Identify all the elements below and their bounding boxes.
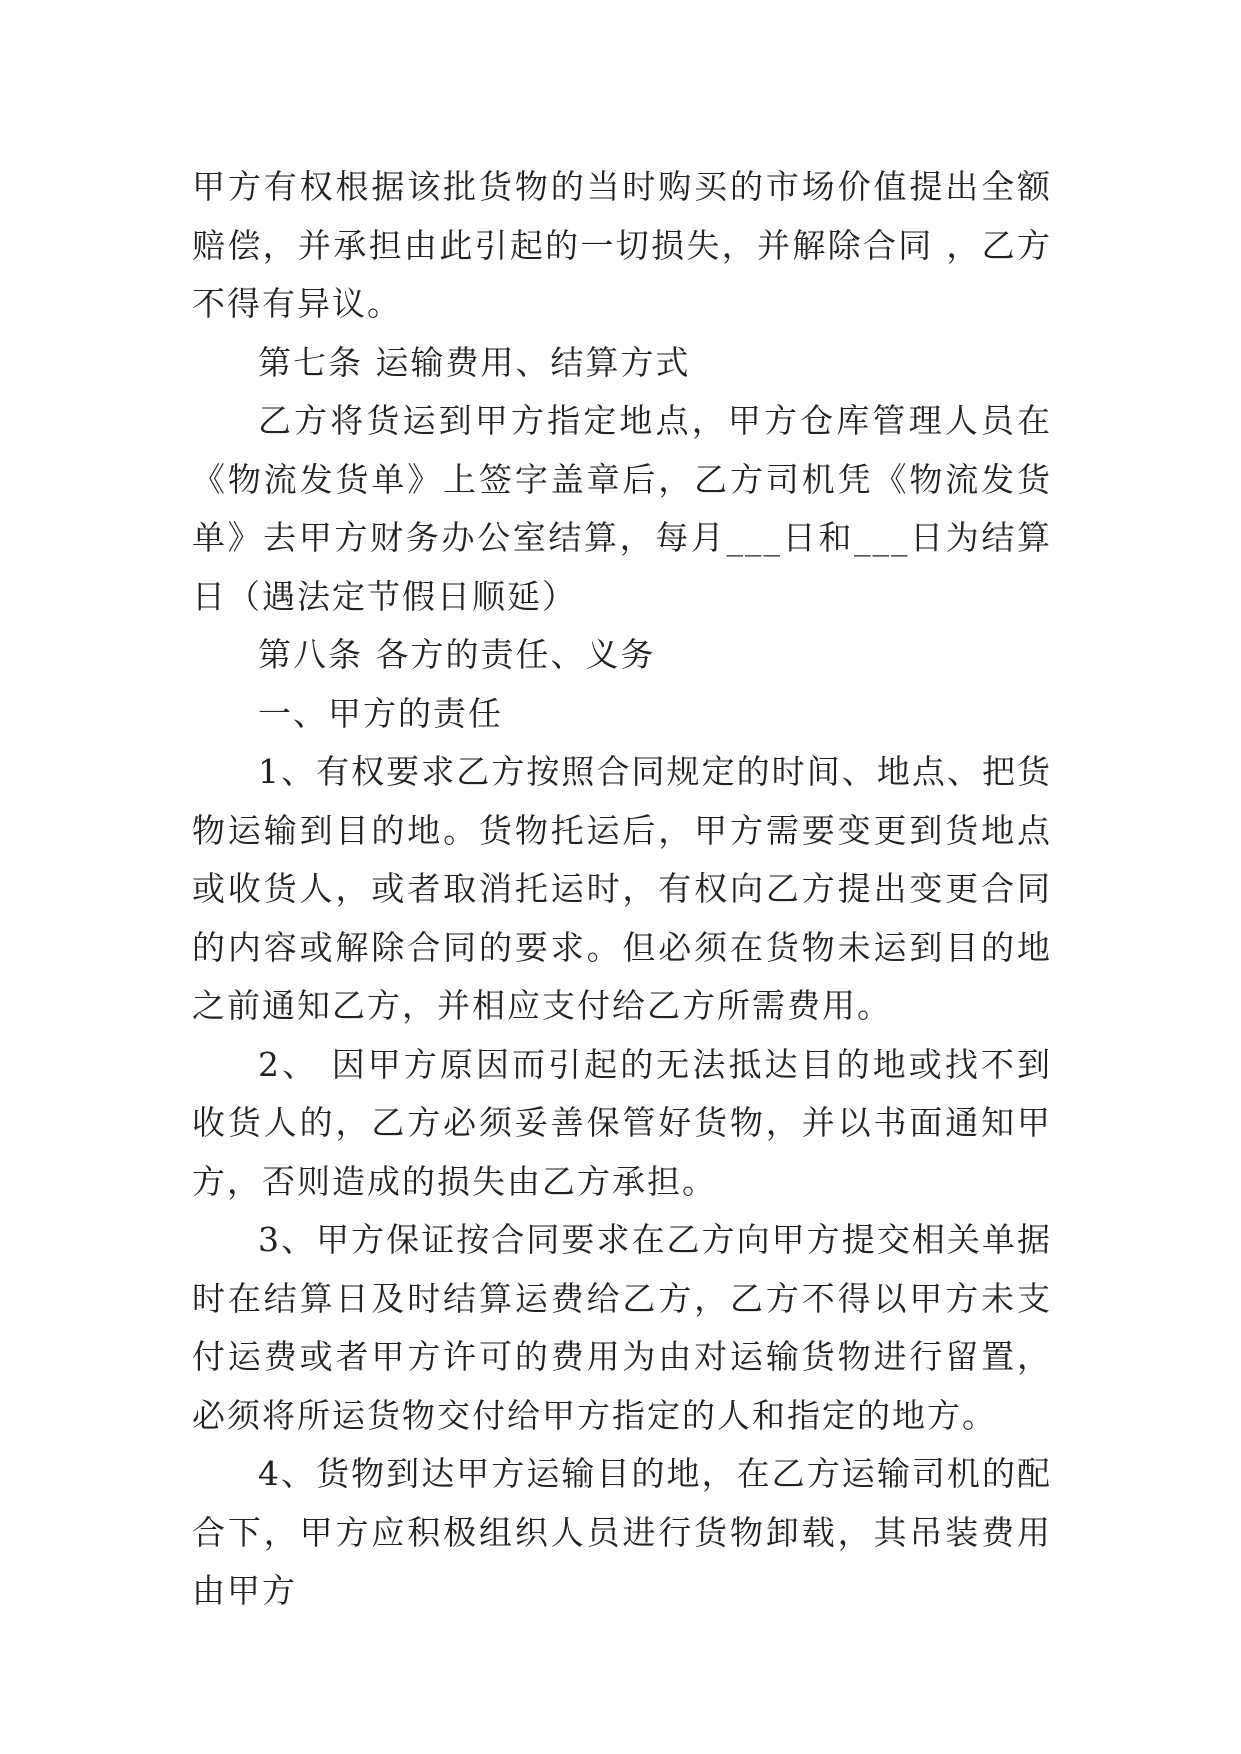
paragraph-clause-3: 3、甲方保证按合同要求在乙方向甲方提交相关单据时在结算日及时结算运费给乙方，乙方不得以甲方未支付运费或者甲方许可的费用为由对运输货物进行留置，必须将所运货物交付给甲方指定的人和指定的地方。 <box>192 1220 1052 1435</box>
paragraph-clause-1: 1、有权要求乙方按照合同规定的时间、地点、把货物运输到目的地。货物托运后，甲方需要变更到货地点或收货人，或者取消托运时，有权向乙方提出变更合同 的内容或解除合同的要求。但必须在货物未运到目的地之前通知乙方，并相应支付给乙方所需费用。 <box>192 752 1052 1025</box>
heading-party-a-responsibility: 一、甲方的责任 <box>258 693 503 733</box>
paragraph-compensation-continuation: 甲方有权根据该批货物的当时购买的市场价值提出全额赔偿，并承担由此引起的一切损失，并解除合同 ，乙方不得有异议。 <box>192 167 1052 323</box>
document-body <box>192 158 1052 1621</box>
heading-article-7: 第七条 运输费用、结算方式 <box>258 342 691 382</box>
paragraph-settlement: 乙方将货运到甲方指定地点，甲方仓库管理人员在《物流发货单》上签字盖章后，乙方司机凭《物流发货单》去甲方财务办公室结算，每月___日和___日为结算日（遇法定节假日顺延） <box>192 401 1052 616</box>
paragraph-clause-4: 4、货物到达甲方运输目的地，在乙方运输司机的配合下，甲方应积极组织人员进行货物卸载，其吊装费用由甲方 <box>192 1454 1052 1610</box>
paragraph-clause-2: 2、 因甲方原因而引起的无法抵达目的地或找不到收货人的，乙方必须妥善保管好货物，并以书面通知甲方，否则造成的损失由乙方承担。 <box>192 1044 1052 1201</box>
heading-article-8: 第八条 各方的责任、义务 <box>258 635 656 674</box>
